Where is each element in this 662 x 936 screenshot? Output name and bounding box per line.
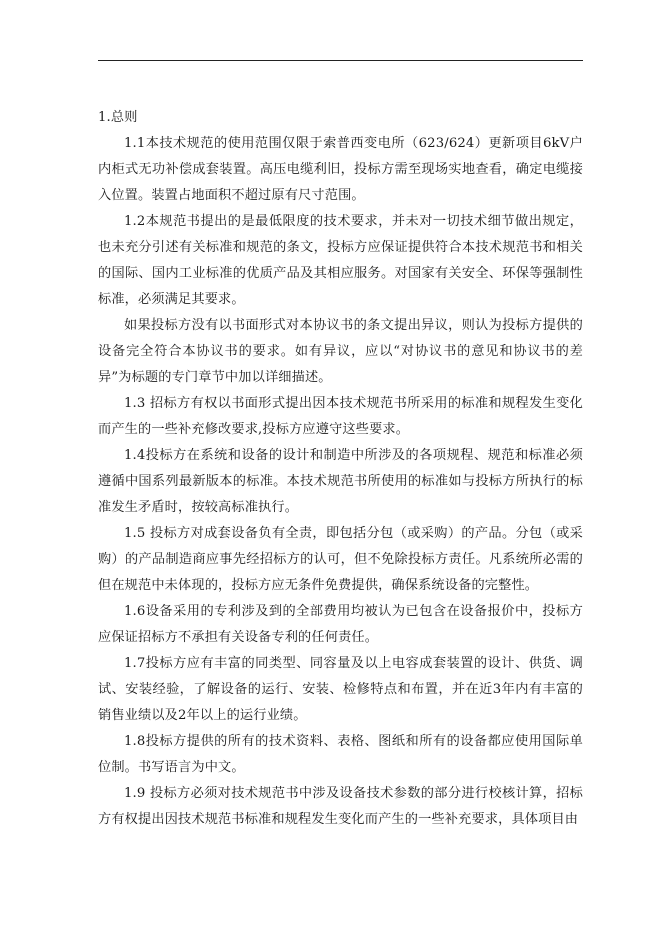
paragraph-1-8: 1.8投标方提供的所有的技术资料、表格、图纸和所有的设备都应使用国际单位制。书写语言为中文。 [98,734,583,775]
paragraph-1-6: 1.6设备采用的专利涉及到的全部费用均被认为已包含在设备报价中，投标方应保证招标方不承担有关设备专利的任何责任。 [98,604,583,645]
paragraph-1-2: 1.2本规范书提出的是最低限度的技术要求，并未对一切技术细节做出规定，也未充分引述有关标准和规范的条文，投标方应保证提供符合本技术规范书和相关的国际、国内工业标准的优质产品及其相应服务。对国家有关安全、环保等强制性标准，必须满足其要求。 [98,214,583,307]
paragraph-objection: 如果投标方没有以书面形式对本协议书的条文提出异议，则认为投标方提供的设备完全符合本协议书的要求。如有异议，应以“对协议书的意见和协议书的差异”为标题的专门章节中加以详细描述。 [98,318,583,385]
paragraph-1-4: 1.4投标方在系统和设备的设计和制造中所涉及的各项规程、规范和标准必须遵循中国系列最新版本的标准。本技术规范书所使用的标准如与投标方所执行的标准发生矛盾时，按较高标准执行。 [98,448,583,515]
paragraph-1-9: 1.9 投标方必须对技术规范书中涉及设备技术参数的部分进行校核计算，招标方有权提出因技术规范书标准和规程发生变化而产生的一些补充要求，具体项目由 [98,786,583,827]
header-rule [98,60,583,61]
paragraph-1-7: 1.7投标方应有丰富的同类型、同容量及以上电容成套装置的设计、供货、调试、安装经验，了解设备的运行、安装、检修特点和布置，并在近3年内有丰富的销售业绩以及2年以上的运行业绩。 [98,656,583,723]
paragraph-1-3: 1.3 招标方有权以书面形式提出因本技术规范书所采用的标准和规程发生变化而产生的一些补充修改要求,投标方应遵守这些要求。 [98,396,583,437]
paragraph-1-5: 1.5 投标方对成套设备负有全责，即包括分包（或采购）的产品。分包（或采购）的产品制造商应事先经招标方的认可，但不免除投标方责任。凡系统所必需的但在规范中未体现的，投标方应无条件免费提供，确保系统设备的完整性。 [98,526,583,593]
section-heading: 1.总则 [98,110,138,125]
document-body [98,105,583,833]
paragraph-1-1: 1.1本技术规范的使用范围仅限于索普西变电所（623/624）更新项目6kV户内柜式无功补偿成套装置。高压电缆利旧，投标方需至现场实地查看，确定电缆接入位置。装置占地面积不超过原有尺寸范围。 [98,136,583,203]
